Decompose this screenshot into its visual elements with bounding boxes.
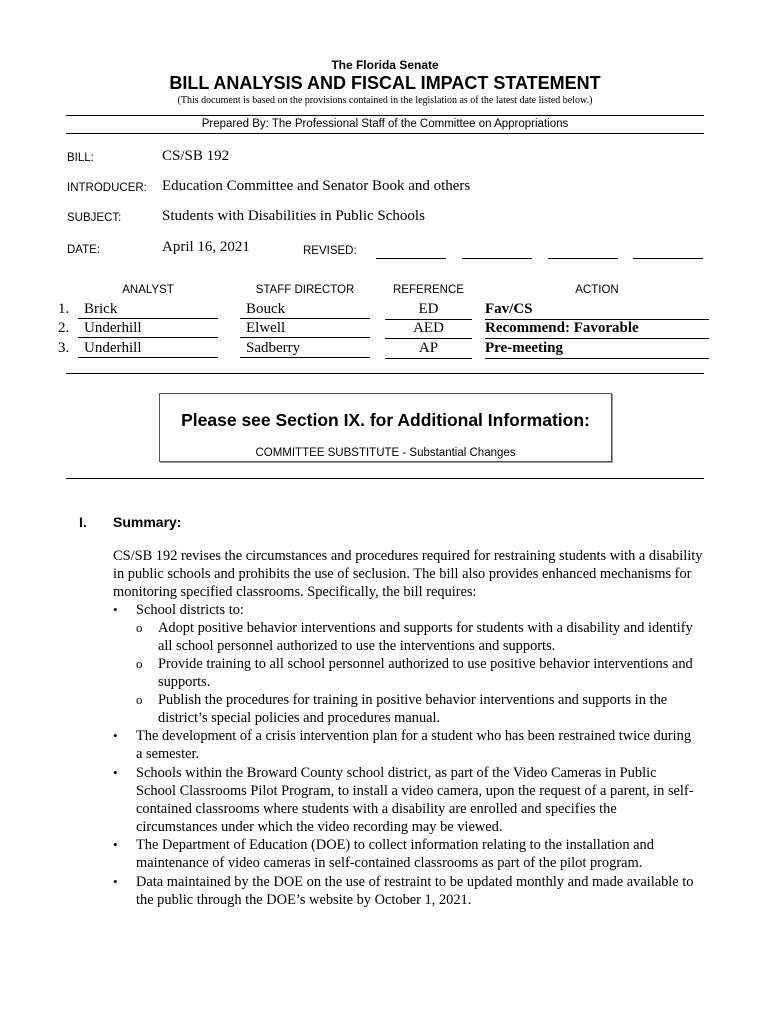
prepared-by: Prepared By: The Professional Staff of the Committee on Appropriations [201, 118, 569, 130]
summary-bullet: Data maintained by the DOE on the use of restraint to be updated monthly and made available to the public through the DOE’s website by October 1, 2021. [136, 874, 694, 908]
subject-label: SUBJECT: [67, 212, 122, 224]
revised-line-3 [548, 258, 618, 259]
bullet-marker: • [113, 602, 118, 617]
reference-header: REFERENCE [393, 284, 464, 296]
revised-line-1 [376, 258, 446, 259]
committee-substitute-note: COMMITTEE SUBSTITUTE - Substantial Changes [255, 447, 516, 459]
bullet-marker: • [113, 765, 118, 780]
row-number: 3. [58, 340, 70, 356]
reference-cell: AED [385, 320, 472, 339]
sub-bullet-marker: o [136, 656, 143, 671]
summary-sub-bullet: Publish the procedures for training in positive behavior interventions and supports in the district’s special policies and procedures manual. [158, 692, 668, 726]
revised-line-4 [633, 258, 703, 259]
divider-after-table [66, 373, 704, 374]
sub-bullet-marker: o [136, 620, 143, 635]
reference-cell: ED [385, 301, 472, 320]
bullet-marker: • [113, 874, 118, 889]
date-value: April 16, 2021 [162, 239, 250, 255]
action-cell: Pre-meeting [485, 340, 709, 359]
document-note: (This document is based on the provisions contained in the legislation as of the latest date listed below.) [177, 95, 593, 106]
row-number: 2. [58, 320, 70, 336]
additional-info-title: Please see Section IX. for Additional Information: [181, 410, 590, 430]
summary-sub-bullet: Adopt positive behavior interventions and supports for students with a disability and identify all school personnel authorized to use the interventions and supports. [158, 620, 693, 654]
senate-org: The Florida Senate [331, 58, 439, 72]
analyst-cell: Underhill [78, 340, 218, 358]
reference-cell: AP [385, 340, 472, 359]
revised-label: REVISED: [303, 245, 357, 257]
action-cell: Recommend: Favorable [485, 320, 709, 339]
bullet-marker: • [113, 837, 118, 852]
bullet-marker: • [113, 728, 118, 743]
action-cell: Fav/CS [485, 301, 709, 320]
bill-value: CS/SB 192 [162, 148, 230, 164]
divider-after-box [66, 478, 704, 479]
divider-prepared [66, 133, 704, 134]
subject-value: Students with Disabilities in Public Schools [162, 208, 425, 224]
action-header: ACTION [575, 284, 619, 296]
summary-intro: CS/SB 192 revises the circumstances and procedures required for restraining students with a disability in public schools and prohibits the use of seclusion. The bill also provides enhanced mechanisms for monitoring specified classrooms. Specifically, the bill requires: [113, 548, 703, 600]
director-cell: Elwell [240, 320, 370, 338]
date-label: DATE: [67, 244, 101, 256]
row-number: 1. [58, 301, 70, 317]
additional-info-box [159, 393, 612, 462]
bill-label: BILL: [67, 152, 94, 164]
director-header: STAFF DIRECTOR [255, 284, 355, 296]
summary-bullet: Schools within the Broward County school district, as part of the Video Cameras in Public School Classrooms Pilot Program, to install a video camera, upon the request of a parent, in self-contained classrooms where students with a disability are enrolled and specifies the circumstances under which the video recording may be viewed. [136, 765, 694, 835]
sub-bullet-marker: o [136, 692, 143, 707]
analyst-cell: Underhill [78, 320, 218, 338]
summary-bullet: The Department of Education (DOE) to collect information relating to the installation and maintenance of video cameras in self-contained classrooms as part of the pilot program. [136, 837, 654, 871]
revised-line-2 [462, 258, 532, 259]
document-title: BILL ANALYSIS AND FISCAL IMPACT STATEMENT [169, 73, 601, 93]
introducer-value: Education Committee and Senator Book and others [162, 178, 471, 194]
section-number: I. [79, 514, 87, 530]
director-cell: Sadberry [240, 340, 370, 358]
summary-bullet: School districts to: [136, 602, 244, 618]
divider-top [66, 115, 704, 116]
analyst-cell: Brick [78, 301, 218, 319]
section-title: Summary: [113, 514, 182, 530]
introducer-label: INTRODUCER: [67, 182, 147, 194]
director-cell: Bouck [240, 301, 370, 319]
analyst-header: ANALYST [122, 284, 174, 296]
summary-bullet: The development of a crisis intervention plan for a student who has been restrained twice during a semester. [136, 728, 692, 762]
summary-sub-bullet: Provide training to all school personnel authorized to use positive behavior interventions and supports. [158, 656, 693, 690]
